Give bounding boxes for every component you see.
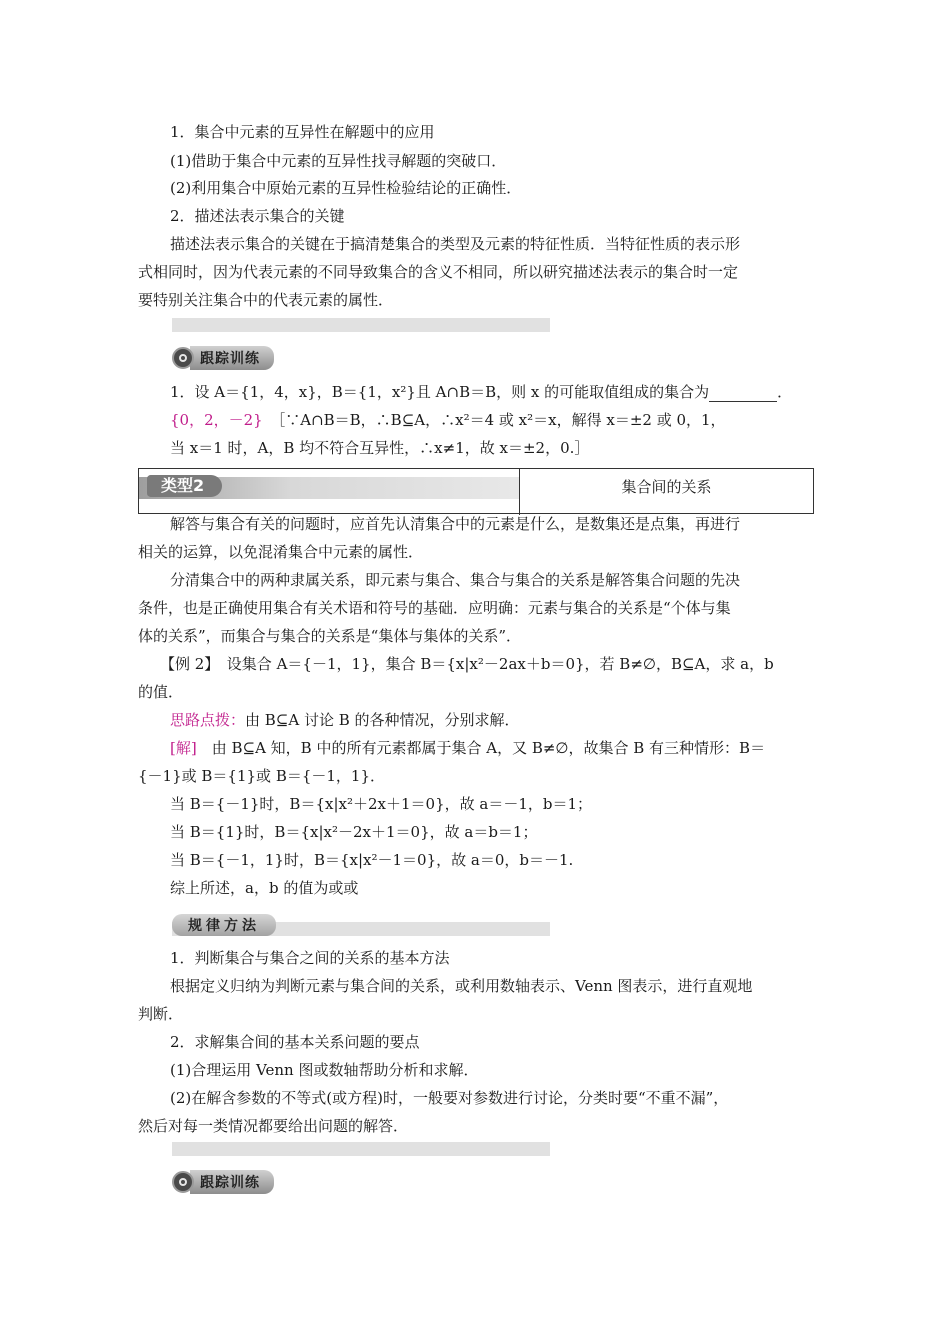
- target-icon: [172, 347, 194, 369]
- rule-badge: [172, 914, 276, 936]
- s2-p1-line2: 相关的运算，以免混淆集合中元素的属性．: [138, 543, 424, 561]
- s3-line3: 2．求解集合间的基本关系问题的要点: [170, 1033, 420, 1051]
- s3-line2b: 判断．: [138, 1005, 184, 1023]
- tracking-badge-label: 跟踪训练: [190, 346, 274, 370]
- solution-text1: 由 B⊆A 知，B 中的所有元素都属于集合 A，又 B≠∅，故集合 B 有三种情形：B＝: [196, 739, 766, 757]
- s1-line4: 2．描述法表示集合的关键: [170, 207, 345, 225]
- exercise-question: [170, 382, 850, 402]
- s3-line1: 1．判断集合与集合之间的关系的基本方法: [170, 949, 450, 967]
- s1-line2: (1)借助于集合中元素的互异性找寻解题的突破口．: [170, 152, 507, 170]
- rule-badge-label: 规律方法: [172, 914, 276, 936]
- s2-p1-line1: 解答与集合有关的问题时，应首先认清集合中的元素是什么，是数集还是点集，再进行: [170, 515, 741, 533]
- s1-para-line2: 式相同时，因为代表元素的不同导致集合的含义不相同，所以研究描述法表示的集合时一定: [138, 263, 739, 281]
- s1-line1: 1．集合中元素的互异性在解题中的应用: [170, 123, 435, 141]
- exercise-solution-text1: ［∵A∩B＝B，∴B⊆A，∴x²＝4 或 x²＝x，解得 x＝±2 或 0，1，: [277, 411, 726, 429]
- s2-p2-line1: 分清集合中的两种隶属关系，即元素与集合、集合与集合的关系是解答集合问题的先决: [170, 571, 741, 589]
- s1-para-line1: 描述法表示集合的关键在于搞清楚集合的类型及元素的特征性质．当特征性质的表示形: [170, 235, 741, 253]
- exercise-question-text: 1．设 A＝{1，4，x}，B＝{1，x²}且 A∩B＝B，则 x 的可能取值组成的集合为: [170, 383, 710, 401]
- hint-line: [170, 710, 850, 730]
- s2-p2-line3: 体的关系”，而集合与集合的关系是“集体与集体的关系”．: [138, 627, 522, 645]
- s2-p2-line2: 条件，也是正确使用集合有关术语和符号的基础．应明确：元素与集合的关系是“个体与集: [138, 599, 731, 617]
- s3-line5a: (2)在解含参数的不等式(或方程)时，一般要对参数进行讨论，分类时要“不重不漏”，: [170, 1089, 729, 1107]
- target-icon: [172, 1171, 194, 1193]
- solution-line2: {－1}或 B＝{1}或 B＝{－1，1}．: [138, 767, 386, 785]
- example2-line1: 【例 2】 设集合 A＝{－1，1}，集合 B＝{x|x²－2ax＋b＝0}，若 B≠∅，B⊆A，求 a，b: [160, 655, 774, 673]
- solution-label: [解]: [170, 739, 197, 757]
- tracking-badge: [172, 346, 274, 370]
- s3-line2a: 根据定义归纳为判断元素与集合间的关系，或利用数轴表示、Venn 图表示，进行直观地: [170, 977, 753, 995]
- exercise-solution-line1: [170, 410, 850, 430]
- case1-line: 当 B＝{－1}时，B＝{x|x²＋2x＋1＝0}，故 a＝－1，b＝1；: [170, 795, 593, 813]
- case3-line: 当 B＝{－1，1}时，B＝{x|x²－1＝0}，故 a＝0，b＝－1.: [170, 851, 574, 869]
- hint-text: 由 B⊆A 讨论 B 的各种情况，分别求解．: [245, 711, 520, 729]
- s1-para-line3: 要特别关注集合中的代表元素的属性．: [138, 291, 394, 309]
- s3-line5b: 然后对每一类情况都要给出问题的解答．: [138, 1117, 409, 1135]
- s3-line4: (1)合理运用 Venn 图或数轴帮助分析和求解．: [170, 1061, 479, 1079]
- exercise-question-end: ．: [777, 383, 793, 401]
- solution-line1: [170, 738, 850, 758]
- conclusion-line: 综上所述，a，b 的值为或或: [170, 879, 359, 897]
- tracking-badge-2-label: 跟踪训练: [190, 1170, 274, 1194]
- type-tag: 类型2: [147, 475, 222, 497]
- answer-blank: [709, 387, 777, 402]
- example2-line2: 的值．: [138, 683, 184, 701]
- exercise-answer: {0，2，－2}: [170, 411, 263, 429]
- separator-bar: [172, 318, 550, 332]
- case2-line: 当 B＝{1}时，B＝{x|x²－2x＋1＝0}，故 a＝b＝1；: [170, 823, 538, 841]
- type-header-box: [138, 468, 814, 514]
- type-title: 集合间的关系: [621, 478, 712, 496]
- s1-line3: (2)利用集合中原始元素的互异性检验结论的正确性．: [170, 179, 522, 197]
- tracking-badge-2: [172, 1170, 274, 1194]
- hint-label: 思路点拨：: [170, 711, 246, 729]
- separator-bar-2: [172, 1142, 550, 1156]
- exercise-solution-line2: 当 x＝1 时，A，B 均不符合互异性，∴x≠1，故 x＝±2，0.］: [170, 439, 590, 457]
